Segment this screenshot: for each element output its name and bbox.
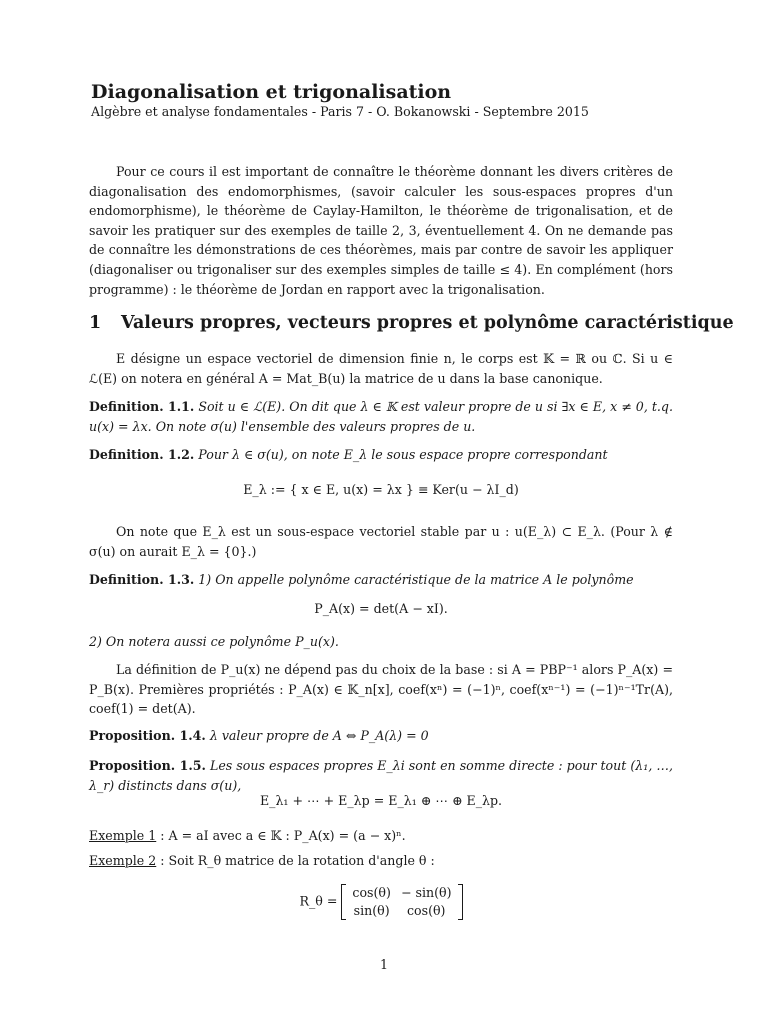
section-heading	[89, 313, 734, 333]
equation-eigenspace: E_λ := { x ∈ E, u(x) = λx } ≡ Ker(u − λI_d)	[243, 482, 519, 497]
equation-direct-sum: E_λ₁ + ⋯ + E_λp = E_λ₁ ⊕ ⋯ ⊕ E_λp.	[259, 793, 503, 808]
example-2	[89, 851, 673, 871]
example-label: Exemple 1	[89, 828, 157, 843]
definition-1-3	[89, 570, 673, 590]
document-subtitle: Algèbre et analyse fondamentales - Paris 7 - O. Bokanowski - Septembre 2015	[91, 104, 589, 119]
section-number: 1	[89, 313, 102, 333]
page-number: 1	[379, 957, 388, 972]
rotation-matrix-lhs: R_θ =	[299, 893, 338, 909]
section-title: Valeurs propres, vecteurs propres et polynôme caractéristique	[121, 313, 734, 333]
document-title: Diagonalisation et trigonalisation	[91, 81, 452, 103]
stable-paragraph: On note que E_λ est un sous-espace vectoriel stable par u : u(E_λ) ⊂ E_λ. (Pour λ ∉ σ(u) on aurait E_λ = {0}.)	[89, 524, 673, 559]
proposition-label: Proposition. 1.4.	[89, 728, 206, 743]
definition-1-3-part2: 2) On notera aussi ce polynôme P_u(x).	[89, 634, 339, 649]
setup-paragraph: E désigne un espace vectoriel de dimension finie n, le corps est 𝕂 = ℝ ou ℂ. Si u ∈ ℒ(E) on notera en général A = Mat_B(u) la matrice de u dans la base canonique.	[89, 351, 673, 386]
example-1	[89, 826, 673, 846]
proposition-text: λ valeur propre de A ⇔ P_A(λ) = 0	[209, 728, 429, 743]
definition-label: Definition. 1.3.	[89, 572, 195, 587]
proposition-1-5	[89, 756, 673, 795]
proposition-1-4	[89, 726, 673, 746]
proposition-label: Proposition. 1.5.	[89, 758, 206, 773]
rotation-matrix	[341, 884, 462, 920]
equation-char-poly: P_A(x) = det(A − xI).	[314, 601, 448, 616]
definition-label: Definition. 1.1.	[89, 399, 195, 414]
proposition-text: Les sous espaces propres E_λi sont en somme directe : pour tout (λ₁, …, λ_r) distincts dans σ(u),	[89, 758, 673, 793]
rotation-matrix-equation	[89, 884, 673, 920]
matrix-cell: cos(θ)	[406, 903, 446, 918]
example-label: Exemple 2	[89, 853, 157, 868]
definition-text: Pour λ ∈ σ(u), on note E_λ le sous espace propre correspondant	[198, 447, 608, 462]
base-independence-paragraph: La définition de P_u(x) ne dépend pas du choix de la base : si A = PBP⁻¹ alors P_A(x) = P_B(x). Premières propriétés : P_A(x) ∈ 𝕂_n[x], coef(xⁿ) = (−1)ⁿ, coef(xⁿ⁻¹) = (−1)ⁿ⁻¹Tr(A), coef(1) = det(A).	[89, 662, 673, 717]
matrix-cell: sin(θ)	[353, 903, 390, 918]
definition-text: 1) On appelle polynôme caractéristique de la matrice A le polynôme	[198, 572, 634, 587]
definition-label: Definition. 1.2.	[89, 447, 195, 462]
example-text: : Soit R_θ matrice de la rotation d'angle θ :	[156, 853, 435, 868]
matrix-cell: − sin(θ)	[400, 885, 452, 900]
definition-1-1	[89, 397, 673, 436]
definition-text: Soit u ∈ ℒ(E). On dit que λ ∈ 𝕂 est valeur propre de u si ∃x ∈ E, x ≠ 0, t.q. u(x) = λx. On note σ(u) l'ensemble des valeurs propres de u.	[89, 399, 673, 434]
definition-1-2	[89, 445, 673, 465]
intro-paragraph: Pour ce cours il est important de connaître le théorème donnant les divers critères de diagonalisation des endomorphismes, (savoir calculer les sous-espaces propres d'un endomorphisme), le théorème de Caylay-Hamilton, le théorème de trigonalisation, et de savoir les pratiquer sur des exemples de taille 2, 3, éventuellement 4. On ne demande pas de connaître les démonstrations de ces théorèmes, mais par contre de savoir les appliquer (diagonaliser ou trigonaliser sur des exemples simples de taille ≤ 4). En complément (hors programme) : le théorème de Jordan en rapport avec la trigonalisation.	[89, 164, 673, 297]
matrix-cell: cos(θ)	[352, 885, 391, 900]
example-text: : A = aI avec a ∈ 𝕂 : P_A(x) = (a − x)ⁿ.	[156, 828, 406, 843]
